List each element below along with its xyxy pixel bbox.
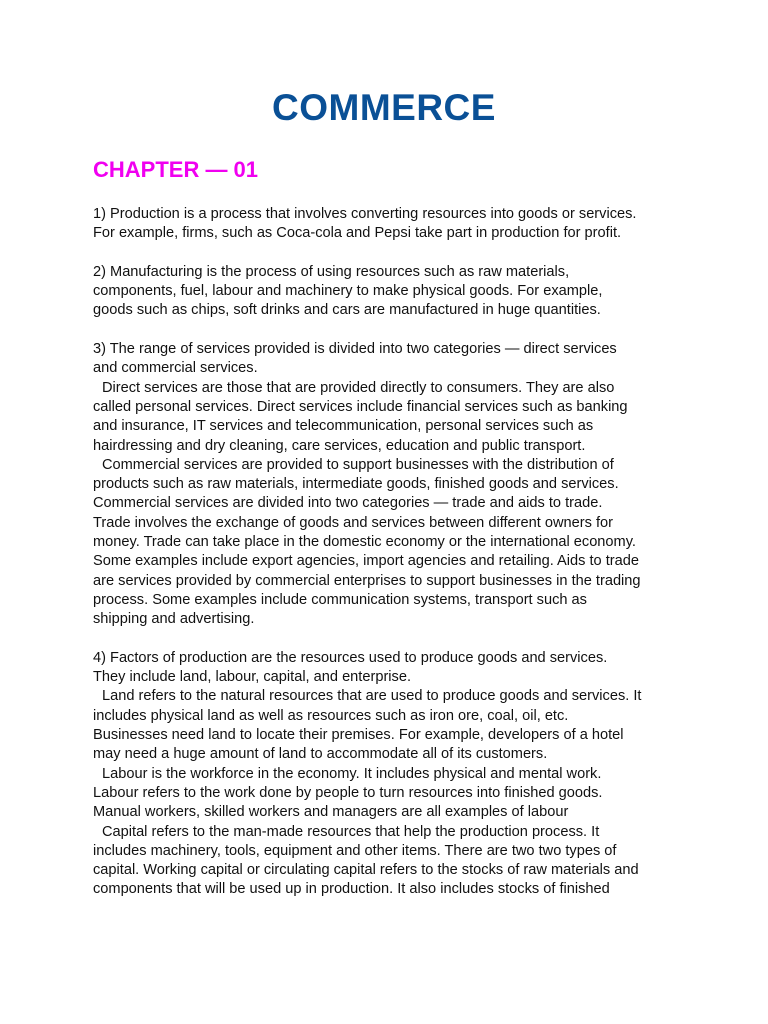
paragraph <box>93 649 693 900</box>
text-line: Direct services are those that are provided directly to consumers. They are also <box>102 379 615 396</box>
text-line: may need a huge amount of land to accommodate all of its customers. <box>93 746 548 763</box>
text-line: 3) The range of services provided is divided into two categories — direct services <box>93 341 617 358</box>
text-line: includes machinery, tools, equipment and other items. There are two two types of <box>93 842 617 859</box>
text-line: 2) Manufacturing is the process of using resources such as raw materials, <box>93 263 570 280</box>
body-text <box>93 205 693 919</box>
text-line: goods such as chips, soft drinks and cars are manufactured in huge quantities. <box>93 302 601 319</box>
text-line: called personal services. Direct services include financial services such as banking <box>93 398 628 415</box>
text-line: Labour is the workforce in the economy. It includes physical and mental work. <box>102 765 602 782</box>
paragraph <box>93 263 693 321</box>
text-line: Some examples include export agencies, import agencies and retailing. Aids to trade <box>93 553 639 570</box>
text-line: process. Some examples include communication systems, transport such as <box>93 591 587 608</box>
paragraph <box>93 340 693 629</box>
text-line: capital. Working capital or circulating capital refers to the stocks of raw materials and <box>93 862 639 879</box>
text-line: and insurance, IT services and telecommunication, personal services such as <box>93 418 594 435</box>
text-line: money. Trade can take place in the domestic economy or the international economy. <box>93 534 636 551</box>
text-line: products such as raw materials, intermediate goods, finished goods and services. <box>93 476 619 493</box>
text-line: are services provided by commercial enterprises to support businesses in the trading <box>93 572 641 589</box>
text-line: 4) Factors of production are the resources used to produce goods and services. <box>93 649 608 666</box>
text-line: Trade involves the exchange of goods and services between different owners for <box>93 514 614 531</box>
text-line: Commercial services are provided to support businesses with the distribution of <box>102 456 614 473</box>
text-line: Capital refers to the man-made resources that help the production process. It <box>102 823 600 840</box>
text-line: For example, firms, such as Coca-cola and Pepsi take part in production for profit. <box>93 225 622 242</box>
text-line: includes physical land as well as resources such as iron ore, coal, oil, etc. <box>93 707 569 724</box>
chapter-heading: CHAPTER — 01 <box>93 157 259 182</box>
text-line: Businesses need land to locate their premises. For example, developers of a hotel <box>93 727 624 744</box>
document-title: COMMERCE <box>272 87 496 128</box>
text-line: and commercial services. <box>93 360 258 377</box>
text-line: components, fuel, labour and machinery to make physical goods. For example, <box>93 283 603 300</box>
paragraph <box>93 205 693 244</box>
text-line: They include land, labour, capital, and enterprise. <box>93 669 412 686</box>
text-line: Land refers to the natural resources that are used to produce goods and services. It <box>102 688 642 705</box>
text-line: 1) Production is a process that involves converting resources into goods or services. <box>93 206 637 222</box>
text-line: Manual workers, skilled workers and managers are all examples of labour <box>93 804 569 821</box>
text-line: hairdressing and dry cleaning, care services, education and public transport. <box>93 437 586 454</box>
text-line: components that will be used up in production. It also includes stocks of finished <box>93 881 610 898</box>
text-line: Commercial services are divided into two categories — trade and aids to trade. <box>93 495 603 512</box>
text-line: shipping and advertising. <box>93 611 255 628</box>
text-line: Labour refers to the work done by people to turn resources into finished goods. <box>93 784 603 801</box>
